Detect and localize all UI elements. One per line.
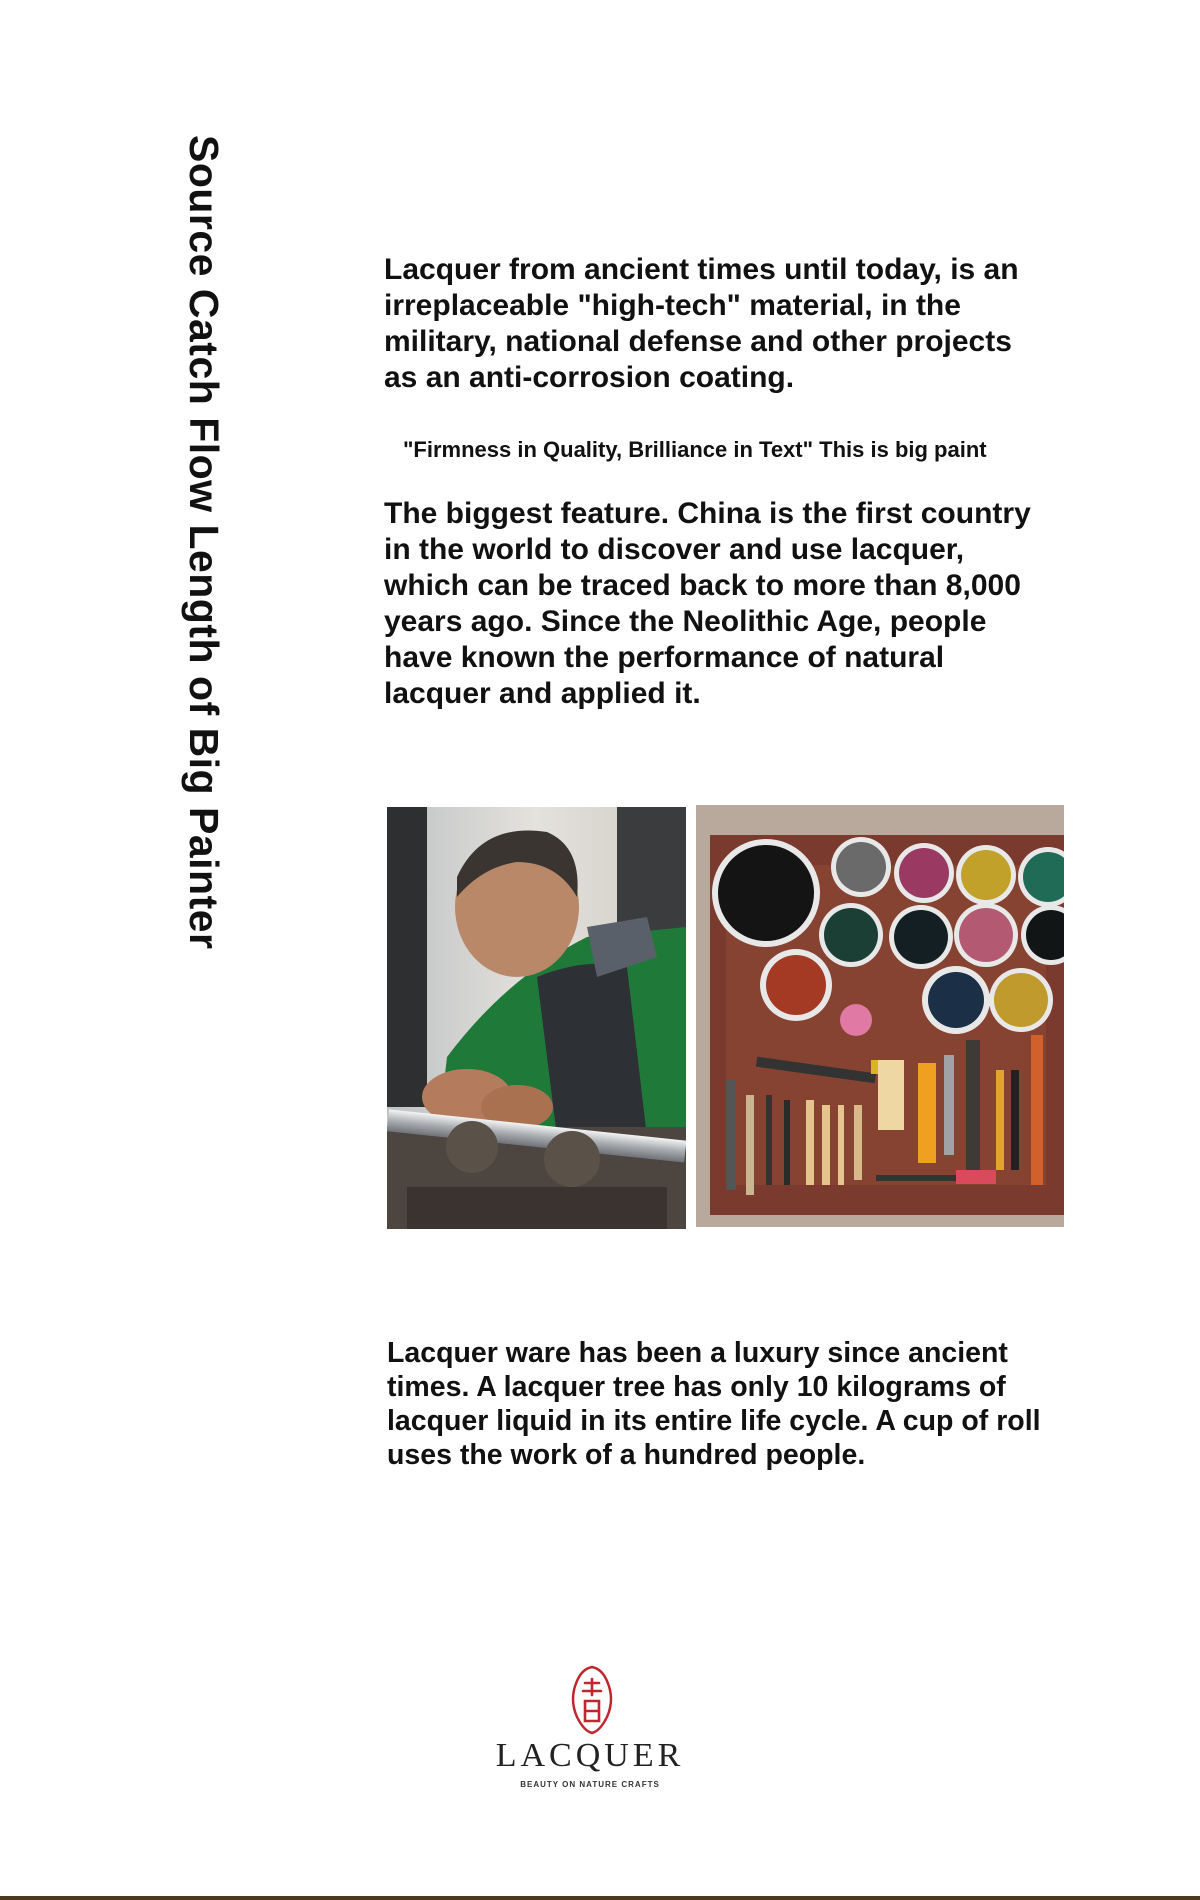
logo-tagline: BEAUTY ON NATURE CRAFTS <box>520 1780 660 1789</box>
seal-logo-icon <box>567 1665 617 1735</box>
craftsman-illustration <box>387 807 686 1229</box>
quote-line: "Firmness in Quality, Brilliance in Text" This is big paint <box>403 437 987 462</box>
paint-pots-illustration <box>696 805 1064 1227</box>
paint-tools-photo <box>696 805 1064 1227</box>
history-paragraph: The biggest feature. China is the first country in the world to discover and use lacquer, which can be traced back to more than 8,000 years ago. Since the Neolithic Age, people have known the performance of natural lacquer and applied it. <box>384 497 1031 710</box>
side-title: Source Catch Flow Length of Big Painter <box>181 135 227 950</box>
luxury-paragraph: Lacquer ware has been a luxury since ancient times. A lacquer tree has only 10 kilograms of lacquer liquid in its entire life cycle. A cup of roll uses the work of a hundred people. <box>387 1337 1041 1471</box>
craftsman-photo <box>387 807 686 1229</box>
intro-paragraph: Lacquer from ancient times until today, is an irreplaceable "high-tech" material, in the military, national defense and other projects as an anti-corrosion coating. <box>384 253 1019 394</box>
bottom-divider <box>0 1896 1200 1900</box>
brand-logo <box>485 1665 695 1795</box>
side-title-container <box>181 135 227 995</box>
logo-wordmark: LACQUER <box>495 1737 685 1774</box>
